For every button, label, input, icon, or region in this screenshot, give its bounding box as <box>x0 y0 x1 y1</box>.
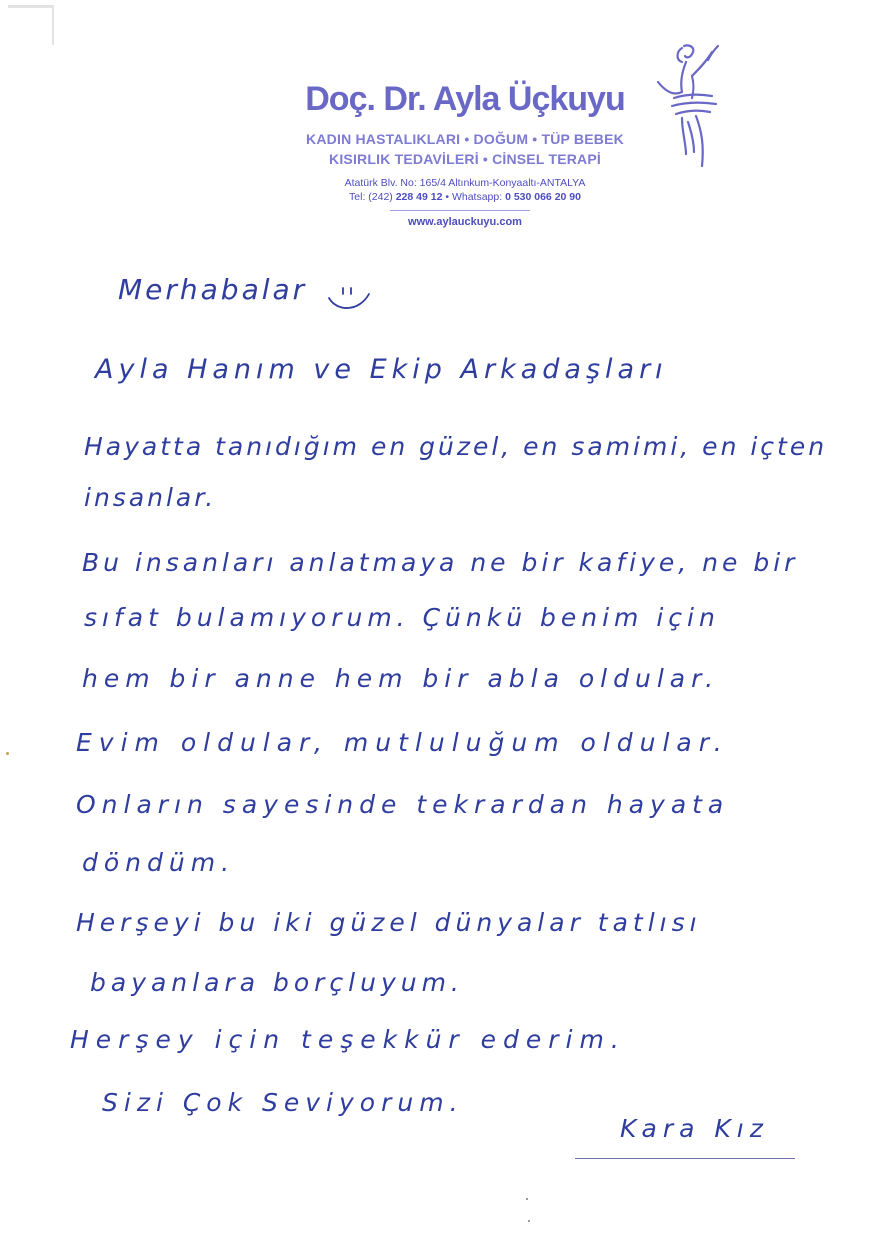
letter-line: Evim oldular, mutluluğum oldular. <box>76 728 729 757</box>
phone-prefix: Tel: (242) <box>349 191 396 203</box>
whatsapp-number: 0 530 066 20 90 <box>505 191 581 203</box>
letter-line: bayanlara borçluyum. <box>90 968 464 997</box>
letter-line: Bu insanları anlatmaya ne bir kafiye, ne bir <box>82 548 799 577</box>
letter-line: Ayla Hanım ve Ekip Arkadaşları <box>95 354 668 385</box>
smiley-icon <box>325 282 373 314</box>
letter-line: Onların sayesinde tekrardan hayata <box>76 790 730 819</box>
scan-speck <box>6 752 9 755</box>
scan-edge-mark <box>52 5 54 45</box>
letter-line: Hayatta tanıdığım en güzel, en samimi, en içten <box>84 432 828 461</box>
signature-underline <box>575 1158 795 1159</box>
whatsapp-prefix: • Whatsapp: <box>442 191 506 203</box>
letter-line: Sizi Çok Seviyorum. <box>102 1088 464 1117</box>
signature: Kara Kız <box>620 1114 769 1143</box>
specialties-line-2: KISIRLIK TEDAVİLERİ • CİNSEL TERAPİ <box>329 151 601 167</box>
letter-line: hem bir anne hem bir abla oldular. <box>82 664 720 693</box>
scan-speck <box>526 1198 528 1200</box>
specialties-line-1: KADIN HASTALIKLARI • DOĞUM • TÜP BEBEK <box>306 131 624 147</box>
clinic-address: Atatürk Blv. No: 165/4 Altınkum-Konyaaltı-ANTALYA <box>344 177 586 189</box>
letter-line: Herşey için teşekkür ederim. <box>70 1025 626 1054</box>
letter-line: döndüm. <box>82 848 236 877</box>
letter-line: sıfat bulamıyorum. Çünkü benim için <box>84 603 720 632</box>
scan-edge-mark <box>8 5 54 8</box>
letter-line: insanlar. <box>84 483 217 512</box>
letter-line: Herşeyi bu iki güzel dünyalar tatlısı <box>76 908 702 937</box>
clinic-contact <box>260 191 670 203</box>
scan-speck <box>528 1220 530 1222</box>
letter-greeting: Merhabalar <box>118 273 308 306</box>
phone-number: 228 49 12 <box>395 191 443 203</box>
letterhead-divider <box>390 210 530 211</box>
doctor-name: Doç. Dr. Ayla Üçkuyu <box>305 80 625 118</box>
clinic-website: www.aylauckuyu.com <box>408 216 522 228</box>
